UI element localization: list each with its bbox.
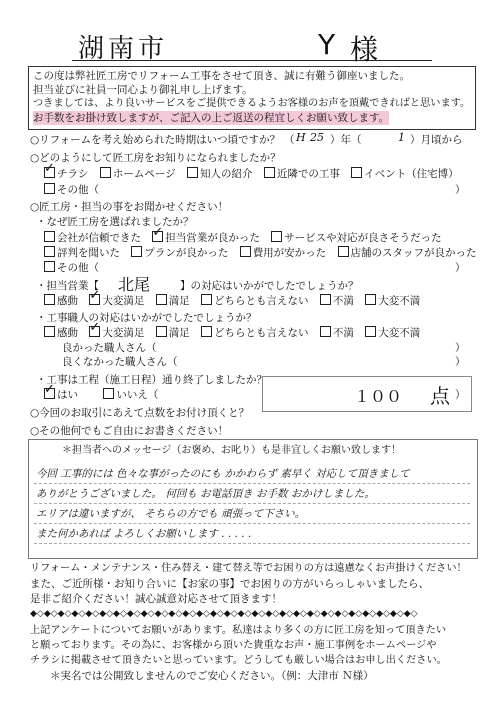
q3-sub4: ・工事は工程（施工日程）通り終了しましたか？	[36, 374, 267, 386]
option-label: どちらとも言えない	[214, 295, 309, 307]
customer-city: 湖南市	[78, 34, 169, 64]
message-rule-3	[34, 523, 470, 524]
bad-craftsman-label[interactable]: 良くなかった職人さん（	[62, 356, 178, 368]
option-label: 店舗のスタッフが良かった	[350, 247, 477, 259]
option-label: 大変不満	[378, 295, 421, 307]
q3-option-trust[interactable]	[44, 232, 141, 244]
option-label: いいえ（	[116, 389, 159, 401]
option-label: 知人の紹介	[199, 168, 253, 180]
checkbox[interactable]	[44, 183, 55, 194]
checkbox[interactable]	[152, 231, 163, 242]
message-line-4: また何かあれば よろしくお願いします . . . . .	[36, 528, 252, 540]
option-label: その他（	[57, 184, 99, 196]
option-label: プランが良かった	[144, 247, 229, 259]
option-label: イベント（住宅博）	[364, 168, 459, 180]
q3-text: ○匠工房・担当の事をお聞かせください！	[30, 201, 229, 213]
checkbox[interactable]	[44, 261, 55, 272]
q2-option-event[interactable]	[351, 168, 459, 180]
q3-sub2-prefix: ・担当営業【	[36, 280, 99, 292]
option-label: どちらとも言えない	[214, 327, 309, 339]
checkbox[interactable]	[338, 246, 349, 257]
q1-era-open: （	[284, 134, 295, 146]
checkbox[interactable]	[240, 246, 251, 257]
checkbox[interactable]	[44, 167, 55, 178]
checkbox[interactable]	[264, 167, 275, 178]
checkbox[interactable]	[44, 326, 55, 337]
q1-year: 25	[310, 131, 324, 144]
q3-sub1-other-close: ）	[455, 262, 466, 274]
option-label: 大変不満	[378, 327, 421, 339]
customer-honorific: 様	[350, 33, 379, 66]
checkbox[interactable]	[156, 326, 167, 337]
good-craftsman-close: ）	[455, 342, 466, 354]
schedule-no[interactable]	[103, 389, 158, 401]
q5-text: ○その他何でもご自由にお書きください！	[30, 425, 229, 437]
checkbox[interactable]	[201, 294, 212, 305]
rating-daimanzoku[interactable]	[89, 327, 144, 339]
message-rule-2	[34, 503, 470, 504]
checkbox[interactable]	[44, 294, 55, 305]
q1-era: H	[296, 131, 306, 144]
q3-sub2-suffix: 】の対応はいかがでしたでしょうか？	[180, 280, 359, 292]
option-label: 近隣での工事	[276, 168, 340, 180]
q3-sub4-close: ）	[455, 389, 466, 401]
message-rule-1	[34, 483, 470, 484]
rating-fuman[interactable]	[320, 327, 354, 339]
message-line-3: エリアは違いますが、 そちらの方でも 頑張って下さい。	[36, 508, 306, 520]
checkbox[interactable]	[89, 326, 100, 337]
footer-line-7: ＊実名では公開致しませんのでご安心ください。（例：大津市 Ｎ様）	[50, 670, 374, 682]
q1-month: 1	[398, 131, 405, 144]
checkbox[interactable]	[187, 167, 198, 178]
checkbox[interactable]	[44, 246, 55, 257]
checkbox[interactable]	[156, 294, 167, 305]
footer-line-4: 上記アンケートについてお願いがあります。私達はより多くの方に匠工房を知って頂きたい	[30, 625, 447, 636]
sales-rep-name: 北尾	[118, 275, 151, 294]
footer-line-3: 是非ご紹介ください！誠心誠意対応させて頂きます！	[30, 593, 282, 605]
q3-sub4-options	[44, 388, 166, 402]
q3-option-sales[interactable]	[152, 232, 260, 244]
option-label: 会社が信頼できた	[57, 232, 141, 244]
checkbox[interactable]	[351, 167, 362, 178]
checkbox[interactable]	[201, 326, 212, 337]
option-label: 大変満足	[102, 295, 145, 307]
q3-sub3-options	[44, 326, 428, 340]
option-label: 不満	[332, 327, 354, 339]
q3-option-service[interactable]	[271, 232, 442, 244]
checkbox[interactable]	[44, 388, 55, 399]
q3-sub1-row1	[44, 231, 450, 245]
q1-month-unit: ）月頃から	[410, 134, 463, 146]
option-label: 担当営業が良かった	[165, 232, 260, 244]
option-label: 満足	[168, 327, 190, 339]
option-label: その他（	[57, 262, 99, 274]
option-label: 感動	[57, 295, 78, 307]
rating-neutral[interactable]	[201, 327, 309, 339]
option-label: チラシ	[57, 168, 89, 180]
rating-kando[interactable]	[44, 295, 78, 307]
schedule-yes[interactable]	[44, 389, 78, 401]
footer-line-1: リフォーム・メンテナンス・住み替え・建て替え等でお困りの方は遠慮なくお声掛けください！	[30, 563, 467, 574]
checkbox[interactable]	[365, 294, 376, 305]
q3-sub3: ・工事職人の対応はいかがでしたでしょうか？	[36, 312, 257, 324]
bad-craftsman-close: ）	[455, 356, 466, 368]
intro-line-3: つきましては、より良いサービスをご提供できるようお客様のお声を頂戴できればと思います。	[33, 98, 471, 109]
q3-sub1-other[interactable]	[44, 261, 99, 275]
q1-year-unit: ）年（	[330, 134, 362, 146]
message-line-2: ありがとうございました。 何回も お電話頂き お手数 おかけしました。	[36, 488, 375, 500]
score-unit: 点	[430, 384, 450, 408]
checkbox[interactable]	[100, 167, 111, 178]
q2-option-referral[interactable]	[187, 168, 253, 180]
option-label: 感動	[57, 327, 78, 339]
option-label: 評判を聞いた	[57, 247, 120, 259]
option-label: 満足	[168, 295, 190, 307]
message-line-1: 今回 工事的には 色々な事がったのにも かかわらず 素早く 対応して頂きまして	[36, 468, 410, 480]
rating-manzoku[interactable]	[156, 327, 190, 339]
checkbox[interactable]	[320, 326, 331, 337]
score-value: １００	[354, 387, 403, 406]
checkbox[interactable]	[365, 326, 376, 337]
q3-option-reputation[interactable]	[44, 247, 120, 259]
footer-line-6: チラシに掲載させて頂きたいと思っています。どうしても厳しい場合はお申し出ください。	[30, 655, 447, 666]
message-rule-4	[34, 543, 470, 544]
q1-text: ○リフォームを考え始められた時期はいつ頃ですか？	[30, 134, 281, 146]
customer-name: Y	[318, 28, 336, 61]
footer-divider: ◆◇◆◇◆◇◆◇◆◇◆◇◆◇◆◇◆◇◆◇◆◇◆◇◆◇◆◇◆◇◆◇◆◇◆◇◆◇◆◇◆◇◆◇◆◇◆◇◆◇◆◇◆◇◆◇	[30, 609, 418, 619]
option-label: 大変満足	[102, 327, 145, 339]
rating-manzoku[interactable]	[156, 295, 190, 307]
intro-line-4: お手数をお掛け致しますが、ご記入の上ご返送の程宜しくお願い致します。	[33, 112, 390, 124]
q4-text: ○今回のお取引にあえて点数をお付け頂くと？	[30, 407, 250, 419]
q2-option-nearby[interactable]	[264, 168, 340, 180]
message-title: ＊担当者へのメッセージ（お褒め、お叱り）も是非宜しくお願い致します！	[62, 445, 401, 456]
good-craftsman-label[interactable]: 良かった職人さん（	[62, 342, 157, 354]
option-label: サービスや対応が良さそうだった	[284, 232, 442, 244]
rating-daifuman[interactable]	[365, 327, 420, 339]
q3-option-price[interactable]	[240, 247, 327, 259]
q2-option-chirashi[interactable]	[44, 168, 89, 180]
checkbox[interactable]	[89, 294, 100, 305]
footer-line-2: また、ご近所様・お知り合いに【お家の事】でお困りの方がいらっしゃいましたら、	[30, 578, 429, 590]
checkbox[interactable]	[320, 294, 331, 305]
q3-sub2-options	[44, 294, 428, 308]
q3-sub1: ・なぜ匠工房を選ばれましたか？	[36, 216, 194, 228]
checkbox[interactable]	[44, 231, 55, 242]
q2-text: ○どのようにして匠工房をお知りになられましたか？	[30, 152, 281, 164]
q2-options	[44, 167, 467, 181]
rating-daimanzoku[interactable]	[89, 295, 144, 307]
q2-other[interactable]	[44, 183, 99, 197]
option-label: ホームページ	[112, 168, 176, 180]
rating-fuman[interactable]	[320, 295, 354, 307]
checkbox[interactable]	[131, 246, 142, 257]
rating-kando[interactable]	[44, 327, 78, 339]
q3-option-staff[interactable]	[338, 247, 477, 259]
q3-option-plan[interactable]	[131, 247, 228, 259]
q2-other-close: ）	[455, 184, 466, 196]
checkbox[interactable]	[103, 388, 114, 399]
rating-daifuman[interactable]	[365, 295, 420, 307]
rating-neutral[interactable]	[201, 295, 309, 307]
intro-line-2: 担当並びに社員一同心より御礼申し上げます。	[33, 84, 253, 96]
checkbox[interactable]	[271, 231, 282, 242]
footer-line-5: と願っております。その為に、お客様から頂いた貴重なお声・施工事例をホームページや	[30, 640, 437, 651]
option-label: 費用が安かった	[252, 247, 327, 259]
intro-line-1: この度は弊社匠工房でリフォーム工事をさせて頂き、誠に有難う御座いました。	[33, 70, 411, 82]
option-label: 不満	[332, 295, 354, 307]
option-label: はい	[57, 389, 78, 401]
q3-sub1-row2	[44, 246, 485, 260]
q2-option-homepage[interactable]	[100, 168, 176, 180]
